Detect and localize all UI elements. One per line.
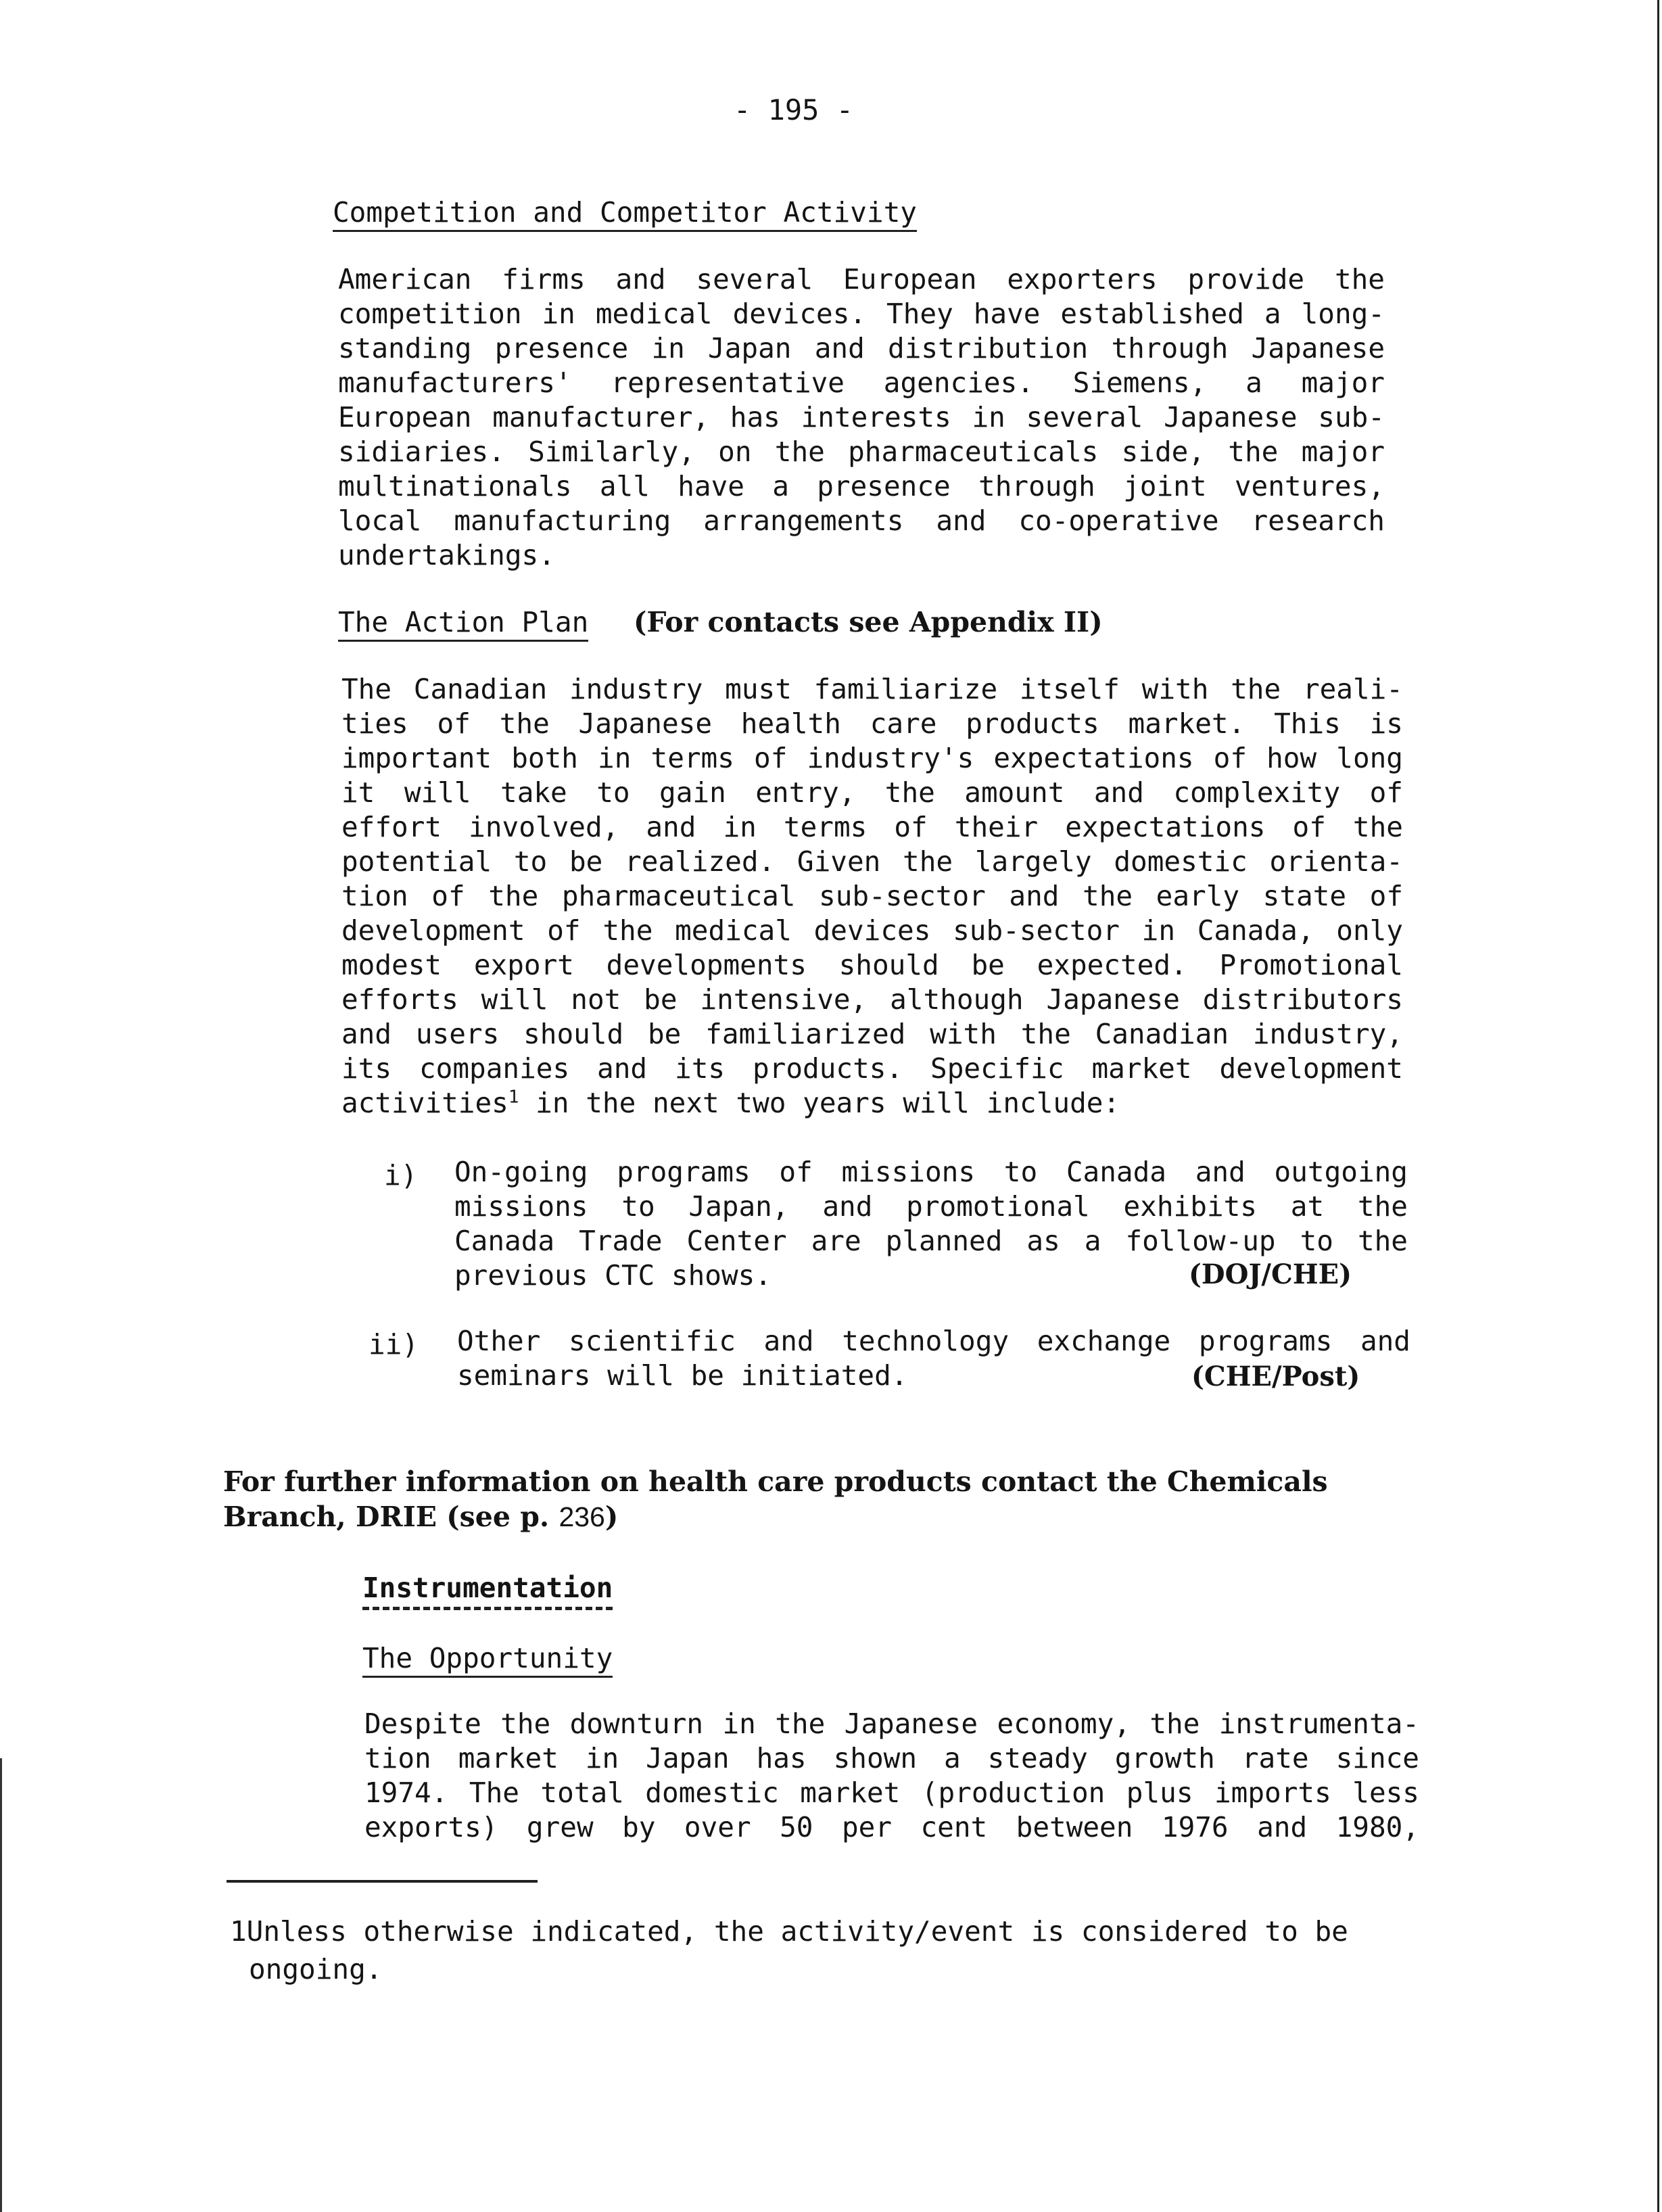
action-plan-heading-text: The Action Plan [338, 606, 588, 642]
list-item-line: Other scientific and technology exchange programs and [457, 1325, 1410, 1357]
competition-heading-text: Competition and Competitor Activity [333, 196, 917, 232]
instrumentation-title: Instrumentation [362, 1572, 613, 1610]
paragraph-line: development of the medical devices sub-sector in Canada, only [341, 914, 1403, 947]
footnote-line: 1Unless otherwise indicated, the activity/event is considered to be [230, 1915, 1348, 1948]
paragraph-line: potential to be realized. Given the largely domestic orienta- [341, 845, 1403, 878]
paragraph-line: it will take to gain entry, the amount and complexity of [341, 776, 1403, 809]
list-item-line: Canada Trade Center are planned as a follow-up to the [454, 1225, 1408, 1257]
action-plan-paragraph [341, 672, 1403, 1121]
scan-edge-left [0, 1758, 2, 2212]
opportunity-heading: The Opportunity [362, 1642, 613, 1678]
action-plan-heading-note: (For contacts see Appendix II) [633, 606, 1103, 638]
activities-word: activities [341, 1087, 508, 1119]
paragraph-line: tion market in Japan has shown a steady growth rate since [364, 1742, 1419, 1774]
further-info [223, 1464, 1328, 1534]
list-item-tag: (CHE/Post) [1191, 1361, 1360, 1392]
opportunity-paragraph [364, 1707, 1419, 1845]
paragraph-line: competition in medical devices. They have established a long- [338, 298, 1385, 330]
list-item-tag: (DOJ/CHE) [1189, 1258, 1352, 1290]
paragraph-line: its companies and its products. Specific market development [341, 1052, 1403, 1085]
further-info-line [223, 1499, 1328, 1534]
paragraph-line: and users should be familiarized with the Canadian industry, [341, 1018, 1403, 1050]
footnote-line: ongoing. [249, 1953, 383, 1985]
paragraph-line: tion of the pharmaceutical sub-sector and the early state of [341, 880, 1403, 912]
list-item-label: i) [384, 1159, 418, 1192]
paragraph-line: exports) grew by over 50 per cent between 1976 and 1980, [364, 1811, 1419, 1843]
opportunity-heading-wrap [362, 1641, 613, 1676]
instrumentation-title-wrap [362, 1570, 613, 1605]
paragraph-line: Despite the downturn in the Japanese economy, the instrumenta- [364, 1708, 1419, 1740]
paragraph-line: modest export developments should be expected. Promotional [341, 949, 1403, 981]
further-info-line: For further information on health care products contact the Chemicals [223, 1465, 1328, 1498]
paragraph-line: important both in terms of industry's expectations of how long [341, 742, 1403, 774]
section-heading-action-plan [338, 605, 1103, 640]
paragraph-line: multinationals all have a presence through joint ventures, [338, 470, 1385, 502]
paragraph-line: effort involved, and in terms of their expectations of the [341, 811, 1403, 843]
paragraph-line: local manufacturing arrangements and co-operative research [338, 504, 1385, 537]
footnote-marker: 1 [508, 1087, 519, 1108]
list-item-line: On-going programs of missions to Canada and outgoing [454, 1156, 1408, 1188]
paragraph-line [341, 1086, 1403, 1121]
paragraph-line: 1974. The total domestic market (production plus imports less [364, 1776, 1419, 1809]
footnote [230, 1912, 1348, 1988]
list-item-line: previous CTC shows. [454, 1259, 771, 1292]
paragraph-line: ties of the Japanese health care products market. This is [341, 707, 1403, 740]
competition-paragraph [338, 262, 1385, 573]
section-heading-competition [333, 195, 917, 230]
paragraph-line: sidiaries. Similarly, on the pharmaceuticals side, the major [338, 436, 1385, 468]
footnote-separator [227, 1880, 538, 1883]
paragraph-line: European manufacturer, has interests in several Japanese sub- [338, 401, 1385, 433]
paragraph-line: American firms and several European exporters provide the [338, 263, 1385, 296]
list-item-line: seminars will be initiated. [457, 1359, 908, 1392]
activities-tail: in the next two years will include: [519, 1087, 1120, 1119]
further-info-prefix: Branch, DRIE (see p. [223, 1501, 550, 1533]
further-info-suffix: ) [604, 1501, 619, 1533]
paragraph-line: standing presence in Japan and distribution through Japanese [338, 332, 1385, 364]
paragraph-line: undertakings. [338, 539, 555, 571]
further-info-page: 236 [559, 1501, 605, 1532]
paragraph-line: efforts will not be intensive, although Japanese distributors [341, 983, 1403, 1016]
list-item-label: ii) [369, 1328, 419, 1361]
paragraph-line: manufacturers' representative agencies. Siemens, a major [338, 367, 1385, 399]
page-number: - 195 - [734, 93, 854, 126]
paragraph-line: The Canadian industry must familiarize itself with the reali- [341, 673, 1403, 705]
scan-edge-right [1657, 0, 1659, 2212]
list-item-line: missions to Japan, and promotional exhibits at the [454, 1190, 1408, 1223]
